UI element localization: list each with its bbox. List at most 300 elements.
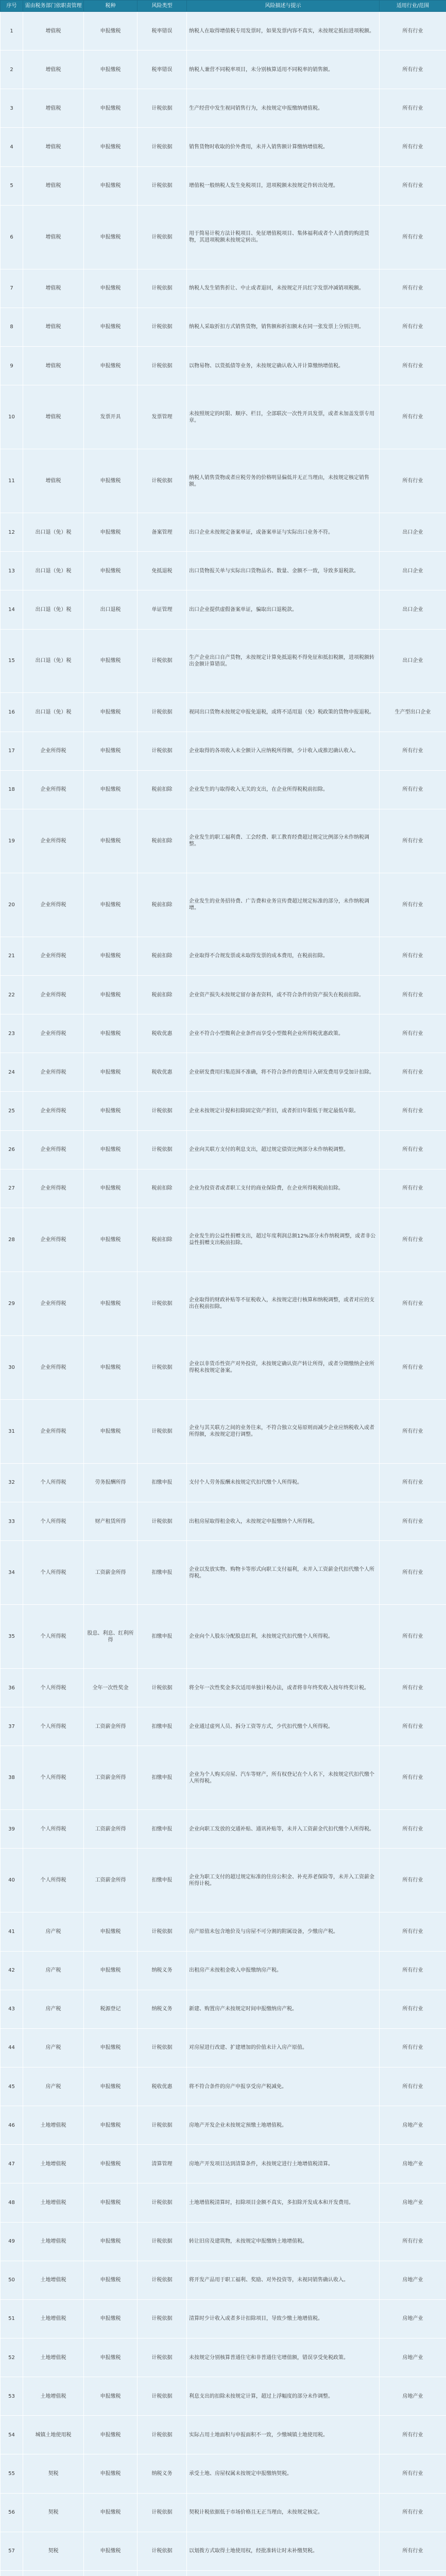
cell-dept: 增值税: [23, 308, 84, 346]
cell-no: 24: [1, 1053, 23, 1092]
cell-scope: 房地产业: [380, 2338, 446, 2377]
cell-tax: 申报缴税: [84, 12, 138, 50]
cell-risk: 契税计税依据低于市场价格且无正当理由，未按规定核定。: [187, 2493, 380, 2532]
cell-scope: 所有行业: [380, 166, 446, 205]
cell-scope: 所有行业: [380, 2416, 446, 2454]
cell-risk-type: 计税依据: [138, 308, 187, 346]
table-row: [1, 873, 446, 937]
table-row: [1, 629, 446, 693]
cell-tax: 申报缴税: [84, 873, 138, 937]
cell-scope: 房地产业: [380, 2261, 446, 2299]
cell-risk: 视同出口货物未按规定申报免退税，或将不适用退（免）税政策的货物申报退税。: [187, 693, 380, 732]
cell-dept: 企业所得税: [23, 1208, 84, 1272]
cell-no: 23: [1, 1014, 23, 1053]
cell-tax: 申报缴税: [84, 2377, 138, 2416]
cell-tax: 申报缴税: [84, 2532, 138, 2570]
cell-risk: 企业为个人购买房屋、汽车等财产，所有权登记在个人名下，未按规定代扣代缴个人所得税。: [187, 1746, 380, 1810]
cell-dept: 出口退（免）税: [23, 513, 84, 552]
table-row: [1, 809, 446, 873]
cell-no: 44: [1, 2028, 23, 2067]
cell-scope: 所有行业: [380, 873, 446, 937]
cell-scope: 所有行业: [380, 269, 446, 308]
cell-risk: 承受土地、房屋权属未按规定申报缴纳契税。: [187, 2454, 380, 2493]
cell-scope: 所有行业: [380, 770, 446, 809]
cell-tax: 申报缴税: [84, 2338, 138, 2377]
cell-tax: 申报缴税: [84, 1272, 138, 1335]
cell-risk: 企业向职工发放的交通补贴、通讯补贴等，未并入工资薪金代扣代缴个人所得税。: [187, 1810, 380, 1849]
header-risk-type: 风险类型: [138, 1, 187, 12]
cell-scope: 所有行业: [380, 1951, 446, 1990]
table-row: [1, 1746, 446, 1810]
header-tax: 税种: [84, 1, 138, 12]
cell-dept: 企业所得税: [23, 1399, 84, 1463]
header-scope: 适用行业/范围: [380, 1, 446, 12]
cell-tax: 全年一次性奖金: [84, 1669, 138, 1707]
cell-dept: 出口退（免）税: [23, 629, 84, 693]
cell-risk: 支付个人劳务报酬未按规定代扣代缴个人所得税。: [187, 1463, 380, 1502]
cell-tax: 工资薪金所得: [84, 1810, 138, 1849]
cell-scope: 所有行业: [380, 205, 446, 269]
cell-risk: 出租房产未按租金收入申报缴纳房产税。: [187, 1951, 380, 1990]
cell-risk: 企业为投资者或者职工支付的商业保险费，在企业所得税税前扣除。: [187, 1169, 380, 1208]
cell-dept: 个人所得税: [23, 1669, 84, 1707]
table-row: [1, 1912, 446, 1951]
cell-dept: 企业所得税: [23, 809, 84, 873]
cell-dept: 个人所得税: [23, 1849, 84, 1912]
cell-risk: 企业取得的财政补贴等不征税收入，未按规定进行核算和纳税调整，或者对应的支出在税前扣除。: [187, 1272, 380, 1335]
cell-tax: 申报缴税: [84, 2299, 138, 2338]
cell-scope: 房地产业: [380, 2299, 446, 2338]
table-row: [1, 693, 446, 732]
table-row: [1, 2222, 446, 2261]
cell-tax: 发票开具: [84, 385, 138, 449]
cell-risk: 企业与其关联方之间的业务往来，不符合独立交易原则而减少企业应纳税收入或者所得额，未按规定进行调整。: [187, 1399, 380, 1463]
cell-no: 4: [1, 128, 23, 166]
cell-scope: 所有行业: [380, 2532, 446, 2570]
cell-scope: 所有行业: [380, 1335, 446, 1399]
cell-dept: 土地增值税: [23, 2145, 84, 2183]
table-row: [1, 1605, 446, 1669]
cell-risk-type: 计税依据: [138, 1912, 187, 1951]
table-row: [1, 1463, 446, 1502]
table-row: [1, 449, 446, 513]
cell-risk-type: 税前扣除: [138, 1169, 187, 1208]
cell-no: 47: [1, 2145, 23, 2183]
cell-dept: 契税: [23, 2532, 84, 2570]
cell-risk: 将不符合条件的房产申报享受房产税减免。: [187, 2067, 380, 2106]
cell-risk-type: 计税依据: [138, 2028, 187, 2067]
cell-no: 8: [1, 308, 23, 346]
cell-tax: 工资薪金所得: [84, 1849, 138, 1912]
cell-tax: 申报缴税: [84, 976, 138, 1014]
cell-no: 45: [1, 2067, 23, 2106]
table-row: [1, 2299, 446, 2338]
cell-dept: 企业所得税: [23, 1272, 84, 1335]
cell-risk: 以划拨方式取得土地使用权，经批准转让时未补缴契税。: [187, 2532, 380, 2570]
table-row: [1, 2454, 446, 2493]
table-row: [1, 976, 446, 1014]
cell-risk: 房地产开发项目达到清算条件，未按规定进行土地增值税清算。: [187, 2145, 380, 2183]
table-row: [1, 1092, 446, 1130]
cell-tax: 申报缴税: [84, 2145, 138, 2183]
cell-tax: 工资薪金所得: [84, 1707, 138, 1746]
cell-risk-type: 扣缴申报: [138, 1810, 187, 1849]
header-risk: 风险描述与提示: [187, 1, 380, 12]
cell-dept: 土地增值税: [23, 2338, 84, 2377]
cell-scope: 所有行业: [380, 1707, 446, 1746]
cell-no: 16: [1, 693, 23, 732]
cell-risk-type: 计税依据: [138, 89, 187, 128]
cell-risk-type: 税前扣除: [138, 1208, 187, 1272]
cell-risk-type: 扣缴申报: [138, 1746, 187, 1810]
table-row: [1, 732, 446, 770]
cell-scope: 房地产业: [380, 2183, 446, 2222]
cell-dept: 企业所得税: [23, 976, 84, 1014]
cell-risk-type: 扣缴申报: [138, 1849, 187, 1912]
table-row: [1, 50, 446, 89]
cell-risk: 将全年一次性奖金多次适用单独计税办法，或者将非年终奖收入按年终奖计税。: [187, 1669, 380, 1707]
cell-risk: 实际占用土地面积与申报面积不一致，少缴城镇土地使用税。: [187, 2416, 380, 2454]
cell-scope: 出口企业: [380, 552, 446, 590]
cell-scope: 房地产业: [380, 2106, 446, 2145]
cell-dept: [23, 2570, 84, 2576]
cell-no: 55: [1, 2454, 23, 2493]
table-row: [1, 1130, 446, 1169]
cell-no: 40: [1, 1849, 23, 1912]
cell-dept: 房产税: [23, 1912, 84, 1951]
cell-tax: 申报缴税: [84, 1130, 138, 1169]
cell-tax: 工资薪金所得: [84, 1746, 138, 1810]
cell-tax: 申报缴税: [84, 308, 138, 346]
cell-dept: 房产税: [23, 2028, 84, 2067]
table-row: [1, 2028, 446, 2067]
cell-no: 37: [1, 1707, 23, 1746]
cell-risk-type: 备案管理: [138, 513, 187, 552]
cell-risk: 企业资产损失未按规定留存备查资料，或不符合条件的资产损失在税前扣除。: [187, 976, 380, 1014]
cell-no: 43: [1, 1990, 23, 2028]
table-row: [1, 128, 446, 166]
cell-tax: 申报缴税: [84, 809, 138, 873]
cell-tax: 申报缴税: [84, 1399, 138, 1463]
cell-dept: 房产税: [23, 2067, 84, 2106]
cell-dept: 企业所得税: [23, 1335, 84, 1399]
cell-risk-type: 计税依据: [138, 449, 187, 513]
cell-risk-type: 计税依据: [138, 2261, 187, 2299]
cell-risk: 企业研发费用归集范围不准确，将不符合条件的费用计入研发费用享受加计扣除。: [187, 1053, 380, 1092]
cell-tax: 申报缴税: [84, 346, 138, 385]
cell-scope: 所有行业: [380, 1849, 446, 1912]
cell-risk: 企业通过虚列人员、拆分工资等方式，少代扣代缴个人所得税。: [187, 1707, 380, 1746]
cell-scope: 所有行业: [380, 1169, 446, 1208]
table-row: [1, 205, 446, 269]
table-row: [1, 308, 446, 346]
cell-dept: 企业所得税: [23, 873, 84, 937]
cell-no: 27: [1, 1169, 23, 1208]
cell-no: 12: [1, 513, 23, 552]
cell-scope: 所有行业: [380, 89, 446, 128]
cell-tax: 申报缴税: [84, 693, 138, 732]
cell-scope: 所有行业: [380, 1463, 446, 1502]
cell-tax: 申报缴税: [84, 1335, 138, 1399]
cell-risk: 企业发生的公益性捐赠支出，超过年度利润总额12%部分未作纳税调整，或者非公益性捐赠支出税前扣除。: [187, 1208, 380, 1272]
cell-no: 9: [1, 346, 23, 385]
table-row: [1, 590, 446, 629]
cell-scope: 所有行业: [380, 1053, 446, 1092]
cell-dept: 契税: [23, 2454, 84, 2493]
cell-dept: 土地增值税: [23, 2183, 84, 2222]
cell-no: 38: [1, 1746, 23, 1810]
cell-dept: 个人所得税: [23, 1502, 84, 1540]
cell-dept: 增值税: [23, 385, 84, 449]
table-row: [1, 89, 446, 128]
cell-dept: 企业所得税: [23, 1169, 84, 1208]
cell-risk: 将开发产品用于职工福利、奖励、对外投资等，未视同销售确认收入。: [187, 2261, 380, 2299]
cell-no: 10: [1, 385, 23, 449]
cell-tax: 申报缴税: [84, 2028, 138, 2067]
cell-tax: 申报缴税: [84, 1169, 138, 1208]
cell-scope: 所有行业: [380, 1541, 446, 1605]
cell-risk-type: 计税依据: [138, 2299, 187, 2338]
cell-dept: 个人所得税: [23, 1541, 84, 1605]
cell-risk: 纳税人发生销售折让、中止或者退回，未按规定开具红字发票冲减销项税额。: [187, 269, 380, 308]
cell-dept: 出口退（免）税: [23, 552, 84, 590]
cell-risk-type: 计税依据: [138, 1130, 187, 1169]
cell-scope: 所有行业: [380, 937, 446, 975]
cell-risk-type: 税前扣除: [138, 937, 187, 975]
cell-scope: 所有行业: [380, 308, 446, 346]
cell-scope: 所有行业: [380, 1746, 446, 1810]
cell-tax: 申报缴税: [84, 513, 138, 552]
table-row: [1, 2067, 446, 2106]
cell-no: 32: [1, 1463, 23, 1502]
cell-tax: 申报缴税: [84, 1912, 138, 1951]
cell-risk: 出租房屋取得租金收入，未按规定申报缴纳个人所得税。: [187, 1502, 380, 1540]
cell-scope: 所有行业: [380, 128, 446, 166]
cell-risk-type: 纳税义务: [138, 2454, 187, 2493]
cell-risk-type: 计税依据: [138, 2183, 187, 2222]
table-row: [1, 2570, 446, 2576]
cell-no: 19: [1, 809, 23, 873]
cell-no: 21: [1, 937, 23, 975]
cell-risk-type: 发票管理: [138, 385, 187, 449]
table-row: [1, 2261, 446, 2299]
cell-risk-type: 扣缴申报: [138, 1707, 187, 1746]
cell-dept: 土地增值税: [23, 2377, 84, 2416]
cell-dept: 土地增值税: [23, 2106, 84, 2145]
cell-risk: 纳税人兼营不同税率项目，未分别核算适用不同税率的销售额。: [187, 50, 380, 89]
cell-scope: 所有行业: [380, 1605, 446, 1669]
table-row: [1, 1169, 446, 1208]
cell-dept: 增值税: [23, 12, 84, 50]
cell-tax: [84, 2570, 138, 2576]
cell-no: 7: [1, 269, 23, 308]
cell-dept: 房产税: [23, 1990, 84, 2028]
cell-risk-type: 计税依据: [138, 346, 187, 385]
cell-no: [1, 2570, 23, 2576]
cell-risk-type: 税率错误: [138, 50, 187, 89]
cell-risk: 企业发生的与取得收入无关的支出，在企业所得税税前扣除。: [187, 770, 380, 809]
cell-no: 50: [1, 2261, 23, 2299]
table-row: [1, 2338, 446, 2377]
cell-tax: 申报缴税: [84, 2416, 138, 2454]
cell-risk-type: 税前扣除: [138, 873, 187, 937]
cell-dept: 契税: [23, 2493, 84, 2532]
cell-tax: 劳务报酬所得: [84, 1463, 138, 1502]
cell-dept: 个人所得税: [23, 1463, 84, 1502]
table-row: [1, 2106, 446, 2145]
cell-tax: 股息、利息、红利所得: [84, 1605, 138, 1669]
table-row: [1, 1951, 446, 1990]
cell-risk: 企业取得不合规发票或未取得发票的成本费用，在税前扣除。: [187, 937, 380, 975]
cell-scope: 所有行业: [380, 2222, 446, 2261]
cell-scope: 所有行业: [380, 809, 446, 873]
cell-scope: 所有行业: [380, 2454, 446, 2493]
cell-no: 18: [1, 770, 23, 809]
cell-no: 29: [1, 1272, 23, 1335]
cell-risk-type: 扣缴申报: [138, 1541, 187, 1605]
cell-scope: 所有行业: [380, 1810, 446, 1849]
cell-tax: 财产租赁所得: [84, 1502, 138, 1540]
cell-tax: 税源登记: [84, 1990, 138, 2028]
cell-risk-type: 税收优惠: [138, 2067, 187, 2106]
cell-tax: 申报缴税: [84, 770, 138, 809]
cell-scope: 所有行业: [380, 385, 446, 449]
cell-risk-type: 税前扣除: [138, 976, 187, 1014]
cell-dept: 增值税: [23, 50, 84, 89]
table-row: [1, 1990, 446, 2028]
cell-dept: 出口退（免）税: [23, 590, 84, 629]
cell-tax: 申报缴税: [84, 166, 138, 205]
cell-risk: 清算时少计收入或者多计扣除项目，导致少缴土地增值税。: [187, 2299, 380, 2338]
cell-tax: 申报缴税: [84, 1092, 138, 1130]
cell-scope: 所有行业: [380, 1912, 446, 1951]
cell-no: 52: [1, 2338, 23, 2377]
cell-no: 31: [1, 1399, 23, 1463]
cell-tax: 申报缴税: [84, 2493, 138, 2532]
cell-dept: 企业所得税: [23, 770, 84, 809]
cell-dept: 增值税: [23, 128, 84, 166]
cell-risk: 企业不符合小型微利企业条件而享受小型微利企业所得税优惠政策。: [187, 1014, 380, 1053]
cell-risk-type: 扣缴申报: [138, 1463, 187, 1502]
cell-no: 3: [1, 89, 23, 128]
cell-scope: 所有行业: [380, 1399, 446, 1463]
cell-scope: 所有行业: [380, 1990, 446, 2028]
cell-tax: 申报缴税: [84, 205, 138, 269]
cell-risk-type: 计税依据: [138, 1092, 187, 1130]
cell-risk-type: 计税依据: [138, 2532, 187, 2570]
table-row: [1, 552, 446, 590]
table-row: [1, 269, 446, 308]
cell-dept: 房产税: [23, 1951, 84, 1990]
table-row: [1, 1541, 446, 1605]
cell-risk: 企业向关联方支付的利息支出，超过规定债资比例部分未作纳税调整。: [187, 1130, 380, 1169]
cell-risk-type: 计税依据: [138, 1272, 187, 1335]
cell-risk-type: 计税依据: [138, 1502, 187, 1540]
cell-risk-type: 计税依据: [138, 732, 187, 770]
cell-no: 2: [1, 50, 23, 89]
table-row: [1, 12, 446, 50]
cell-risk-type: 单证管理: [138, 590, 187, 629]
cell-tax: 申报缴税: [84, 629, 138, 693]
cell-risk-type: 计税依据: [138, 693, 187, 732]
cell-tax: 申报缴税: [84, 89, 138, 128]
cell-risk-type: 计税依据: [138, 2222, 187, 2261]
cell-tax: 申报缴税: [84, 2067, 138, 2106]
cell-no: 11: [1, 449, 23, 513]
cell-scope: 所有行业: [380, 2028, 446, 2067]
table-row: [1, 166, 446, 205]
cell-risk: 土地增值税清算时，扣除项目金额不真实，多扣除开发成本和开发费用。: [187, 2183, 380, 2222]
table-row: [1, 1669, 446, 1707]
cell-no: 1: [1, 12, 23, 50]
cell-risk-type: 扣缴申报: [138, 1605, 187, 1669]
cell-dept: 企业所得税: [23, 1014, 84, 1053]
cell-no: 30: [1, 1335, 23, 1399]
cell-scope: 所有行业: [380, 50, 446, 89]
table-row: [1, 2183, 446, 2222]
cell-risk-type: 纳税义务: [138, 1990, 187, 2028]
table-row: [1, 1335, 446, 1399]
cell-tax: 申报缴税: [84, 2222, 138, 2261]
cell-dept: 土地增值税: [23, 2299, 84, 2338]
cell-scope: 所有行业: [380, 1130, 446, 1169]
cell-risk-type: 税前扣除: [138, 809, 187, 873]
table-row: [1, 2493, 446, 2532]
table-row: [1, 770, 446, 809]
cell-dept: 出口退（免）税: [23, 693, 84, 732]
cell-scope: 所有行业: [380, 12, 446, 50]
cell-dept: 增值税: [23, 269, 84, 308]
cell-risk-type: 计税依据: [138, 1399, 187, 1463]
cell-risk-type: 税收优惠: [138, 1014, 187, 1053]
cell-risk-type: 计税依据: [138, 1669, 187, 1707]
cell-risk: 出口货物报关单与实际出口货物品名、数量、金额不一致，导致多退税款。: [187, 552, 380, 590]
cell-risk: 增值税一般纳税人发生免税项目，进项税额未按规定作转出处理。: [187, 166, 380, 205]
cell-no: 39: [1, 1810, 23, 1849]
cell-dept: 增值税: [23, 346, 84, 385]
table-row: [1, 937, 446, 975]
cell-dept: 个人所得税: [23, 1605, 84, 1669]
cell-scope: 所有行业: [380, 1208, 446, 1272]
cell-no: 54: [1, 2416, 23, 2454]
header-no: 序号: [1, 1, 23, 12]
table-row: [1, 1272, 446, 1335]
table-row: [1, 2532, 446, 2570]
cell-tax: 申报缴税: [84, 50, 138, 89]
cell-no: 57: [1, 2532, 23, 2570]
cell-risk: 未按规定分别核算普通住宅和非普通住宅增值额，错误享受免税政策。: [187, 2338, 380, 2377]
cell-risk-type: 清算管理: [138, 2145, 187, 2183]
cell-tax: 申报缴税: [84, 1208, 138, 1272]
cell-risk-type: 计税依据: [138, 128, 187, 166]
cell-risk-type: 计税依据: [138, 2106, 187, 2145]
cell-tax: 申报缴税: [84, 1951, 138, 1990]
cell-no: 15: [1, 629, 23, 693]
cell-scope: 所有行业: [380, 449, 446, 513]
cell-scope: 出口企业: [380, 590, 446, 629]
cell-no: 28: [1, 1208, 23, 1272]
cell-dept: 个人所得税: [23, 1707, 84, 1746]
cell-scope: 出口企业: [380, 629, 446, 693]
cell-no: 33: [1, 1502, 23, 1540]
cell-no: 36: [1, 1669, 23, 1707]
cell-no: 13: [1, 552, 23, 590]
cell-tax: 申报缴税: [84, 552, 138, 590]
cell-tax: 申报缴税: [84, 128, 138, 166]
table-row: [1, 385, 446, 449]
cell-scope: 出口企业: [380, 513, 446, 552]
cell-no: 49: [1, 2222, 23, 2261]
